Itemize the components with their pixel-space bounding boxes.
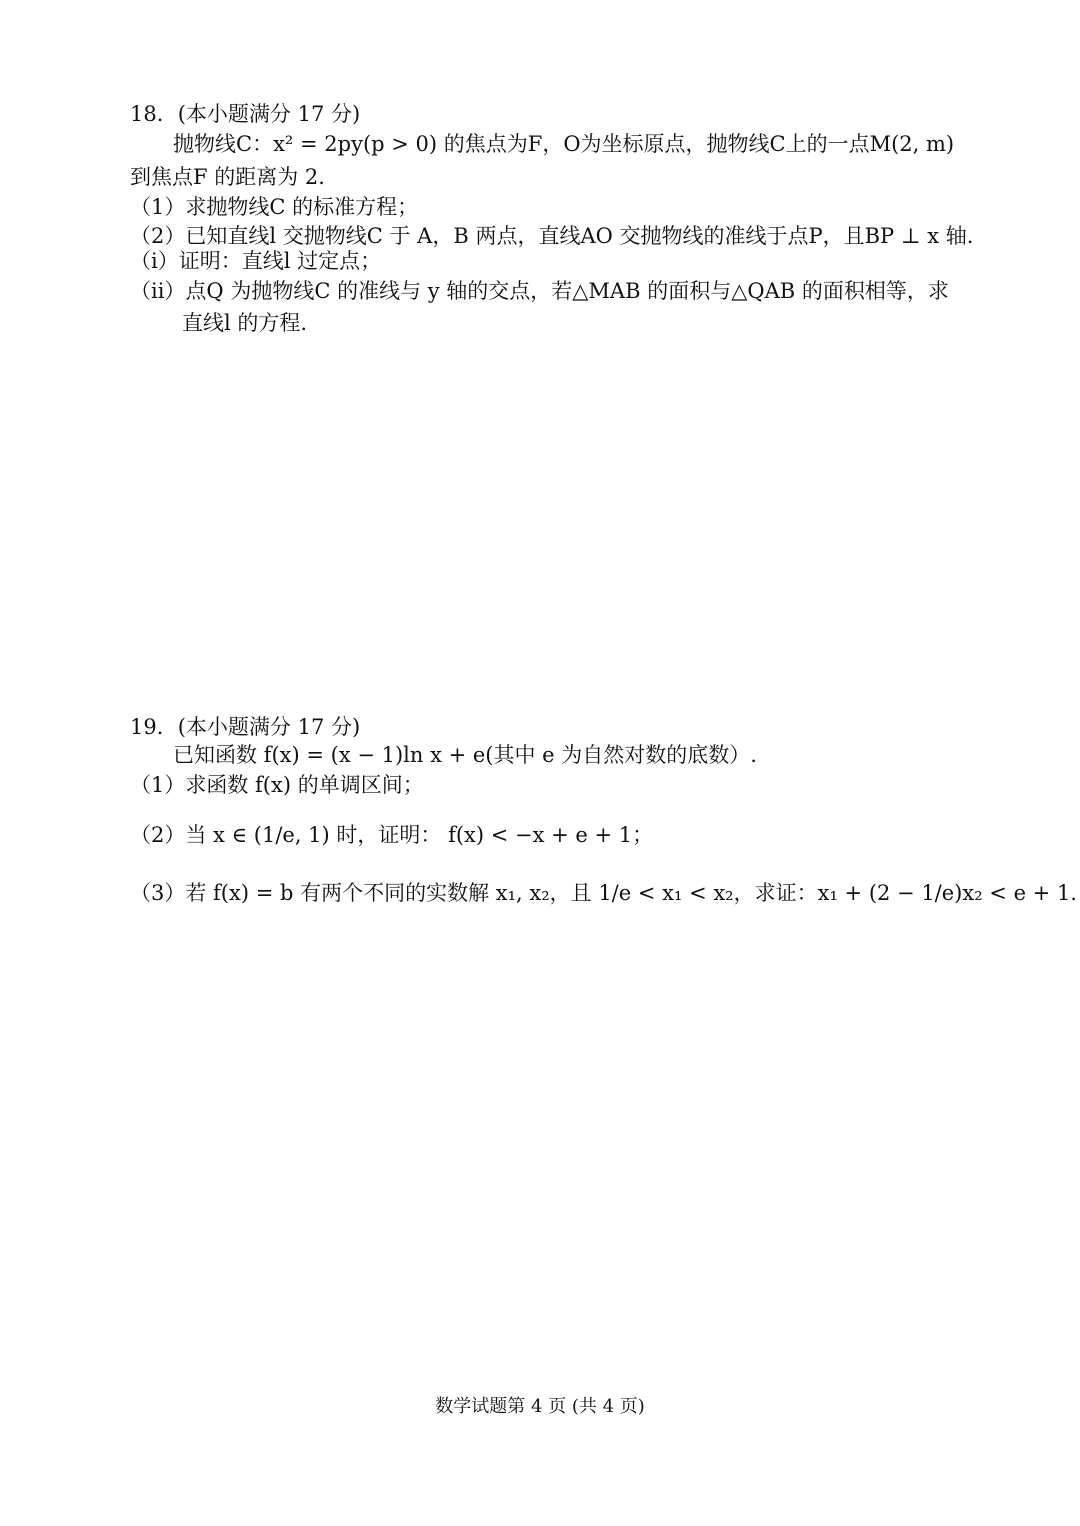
q18-part2-ii-line1: （ii）点Q 为抛物线C 的准线与 y 轴的交点，若△MAB 的面积与△QAB 的面积相等，求 <box>130 279 949 303</box>
q19-part2: （2）当 x ∈ (1/e, 1) 时，证明： f(x) < −x + e + 1； <box>130 823 654 847</box>
q18-part2-i: （i）证明：直线l 过定点； <box>130 249 382 273</box>
q18-stem-line1: 抛物线C：x² = 2py(p > 0) 的焦点为F，O为坐标原点，抛物线C上的一点M(2, m) <box>173 132 955 156</box>
q18-part2: （2）已知直线l 交抛物线C 于 A，B 两点，直线AO 交抛物线的准线于点P，且BP ⊥ x 轴. <box>130 224 974 248</box>
q18-part1: （1）求抛物线C 的标准方程； <box>130 195 419 219</box>
q18-stem-line2: 到焦点F 的距离为 2. <box>130 165 325 189</box>
q19-stem: 已知函数 f(x) = (x − 1)ln x + e(其中 e 为自然对数的底数）. <box>173 743 757 767</box>
q18-header: 18．(本小题满分 17 分) <box>130 102 361 126</box>
page-footer: 数学试题第 4 页 (共 4 页) <box>435 1396 645 1417</box>
q18-part2-ii-line2: 直线l 的方程. <box>182 311 308 335</box>
q19-header: 19．(本小题满分 17 分) <box>130 715 361 739</box>
q19-part3: （3）若 f(x) = b 有两个不同的实数解 x₁, x₂，且 1/e < x₁ < x₂，求证：x₁ + (2 − 1/e)x₂ < e + 1. <box>130 881 1077 905</box>
q19-part1: （1）求函数 f(x) 的单调区间； <box>130 773 424 797</box>
